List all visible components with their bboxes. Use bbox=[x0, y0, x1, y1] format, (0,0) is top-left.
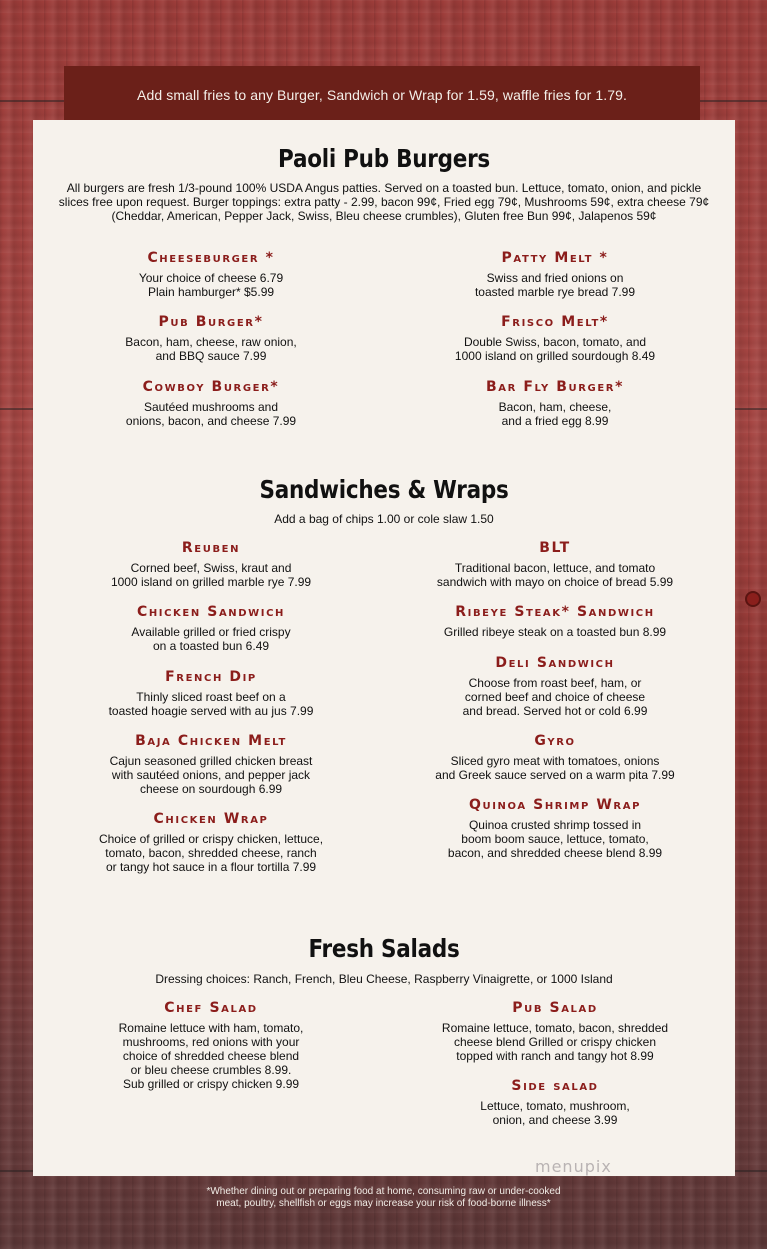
item-name: Frisco Melt* bbox=[501, 314, 609, 330]
item-desc: Thinly sliced roast beef on a toasted hoagie served with au jus 7.99 bbox=[108, 690, 314, 718]
item-desc: Cajun seasoned grilled chicken breast with sautéed onions, and pepper jack cheese on sourdough 6.99 bbox=[109, 754, 313, 796]
menu-item bbox=[390, 249, 720, 299]
item-desc: Bacon, ham, cheese, raw onion, and BBQ sauce 7.99 bbox=[125, 335, 297, 363]
item-name: BLT bbox=[539, 540, 571, 556]
item-name: Gyro bbox=[534, 733, 576, 749]
menupix-watermark: menupix bbox=[535, 1157, 612, 1176]
menu-item bbox=[46, 999, 376, 1091]
menu-item bbox=[390, 313, 720, 363]
item-name: French Dip bbox=[165, 669, 257, 685]
menu-item bbox=[46, 539, 376, 589]
fries-banner-text: Add small fries to any Burger, Sandwich or Wrap for 1.59, waffle fries for 1.79. bbox=[137, 87, 627, 103]
menu-item bbox=[390, 732, 720, 782]
item-name: Ribeye Steak* Sandwich bbox=[455, 604, 655, 620]
menu-panel bbox=[33, 120, 735, 1176]
item-desc: Romaine lettuce with ham, tomato, mushrooms, red onions with your choice of shredded cheese blend or bleu cheese crumbles 8.99. Sub grilled or crispy chicken 9.99 bbox=[118, 1021, 304, 1091]
salads-title: Fresh Salads bbox=[308, 934, 460, 963]
item-desc: Choice of grilled or crispy chicken, lettuce, tomato, bacon, shredded cheese, ranch or tangy hot sauce in a flour tortilla 7.99 bbox=[98, 832, 324, 874]
sandwiches-subtitle: Add a bag of chips 1.00 or cole slaw 1.50 bbox=[274, 512, 494, 526]
menu-item bbox=[46, 603, 376, 653]
item-desc: Lettuce, tomato, mushroom, onion, and cheese 3.99 bbox=[480, 1099, 630, 1127]
item-desc: Available grilled or fried crispy on a toasted bun 6.49 bbox=[131, 625, 291, 653]
item-desc: Double Swiss, bacon, tomato, and 1000 island on grilled sourdough 8.49 bbox=[454, 335, 656, 363]
salads-subtitle: Dressing choices: Ranch, French, Bleu Cheese, Raspberry Vinaigrette, or 1000 Island bbox=[155, 972, 613, 986]
menu-item bbox=[390, 796, 720, 860]
menu-item bbox=[46, 732, 376, 796]
item-name: Baja Chicken Melt bbox=[135, 733, 287, 749]
menu-item bbox=[46, 668, 376, 718]
menu-item bbox=[46, 249, 376, 299]
item-name: Cheeseburger * bbox=[147, 250, 275, 266]
item-desc: Bacon, ham, cheese, and a fried egg 8.99 bbox=[498, 400, 612, 428]
menu-item bbox=[46, 313, 376, 363]
item-desc: Swiss and fried onions on toasted marble rye bread 7.99 bbox=[474, 271, 636, 299]
burgers-subtitle: All burgers are fresh 1/3-pound 100% USDA Angus patties. Served on a toasted bun. Lettuce, tomato, onion, and pickle slices free upon request. Burger toppings: extra patty - 2.99, bacon 99¢, Fried egg 79¢, Mushrooms 59¢, extra cheese 79¢ (Cheddar, American, Pepper Jack, Swiss, Bleu cheese crumbles), Gluten free Bun 99¢, Jalapenos 59¢ bbox=[58, 181, 710, 223]
item-name: Side salad bbox=[511, 1078, 599, 1094]
item-desc: Corned beef, Swiss, kraut and 1000 island on grilled marble rye 7.99 bbox=[110, 561, 312, 589]
item-name: Chef Salad bbox=[164, 1000, 258, 1016]
menu-item bbox=[390, 539, 720, 589]
menu-item bbox=[390, 603, 720, 639]
nail-icon bbox=[747, 593, 759, 605]
item-desc: Sautéed mushrooms and onions, bacon, and cheese 7.99 bbox=[125, 400, 297, 428]
item-desc: Quinoa crusted shrimp tossed in boom boom sauce, lettuce, tomato, bacon, and shredded cheese blend 8.99 bbox=[447, 818, 663, 860]
menu-item bbox=[390, 378, 720, 428]
menu-item bbox=[46, 378, 376, 428]
item-name: Patty Melt * bbox=[501, 250, 609, 266]
item-desc: Romaine lettuce, tomato, bacon, shredded cheese blend Grilled or crispy chicken topped with ranch and tangy hot 8.99 bbox=[441, 1021, 669, 1063]
item-name: Reuben bbox=[181, 540, 241, 556]
menu-item bbox=[390, 1077, 720, 1127]
item-name: Deli Sandwich bbox=[495, 655, 615, 671]
item-desc: Traditional bacon, lettuce, and tomato sandwich with mayo on choice of bread 5.99 bbox=[436, 561, 674, 589]
item-name: Quinoa Shrimp Wrap bbox=[469, 797, 641, 813]
menu-item bbox=[390, 654, 720, 718]
burgers-title: Paoli Pub Burgers bbox=[278, 144, 490, 173]
item-desc: Sliced gyro meat with tomatoes, onions and Greek sauce served on a warm pita 7.99 bbox=[435, 754, 675, 782]
item-desc: Your choice of cheese 6.79 Plain hamburger* $5.99 bbox=[138, 271, 284, 299]
food-safety-disclaimer: *Whether dining out or preparing food at home, consuming raw or under-cooked meat, poultry, shellfish or eggs may increase your risk of food-borne illness* bbox=[206, 1186, 561, 1209]
menu-item bbox=[46, 810, 376, 874]
item-desc: Grilled ribeye steak on a toasted bun 8.99 bbox=[443, 625, 667, 639]
item-name: Cowboy Burger* bbox=[142, 379, 280, 395]
item-desc: Choose from roast beef, ham, or corned beef and choice of cheese and bread. Served hot or cold 6.99 bbox=[462, 676, 648, 718]
item-name: Pub Salad bbox=[512, 1000, 598, 1016]
item-name: Bar Fly Burger* bbox=[485, 379, 625, 395]
menu-item bbox=[390, 999, 720, 1063]
item-name: Chicken Wrap bbox=[153, 811, 269, 827]
fries-banner bbox=[64, 66, 700, 120]
item-name: Pub Burger* bbox=[158, 314, 264, 330]
item-name: Chicken Sandwich bbox=[136, 604, 286, 620]
sandwiches-title: Sandwiches & Wraps bbox=[259, 475, 509, 504]
